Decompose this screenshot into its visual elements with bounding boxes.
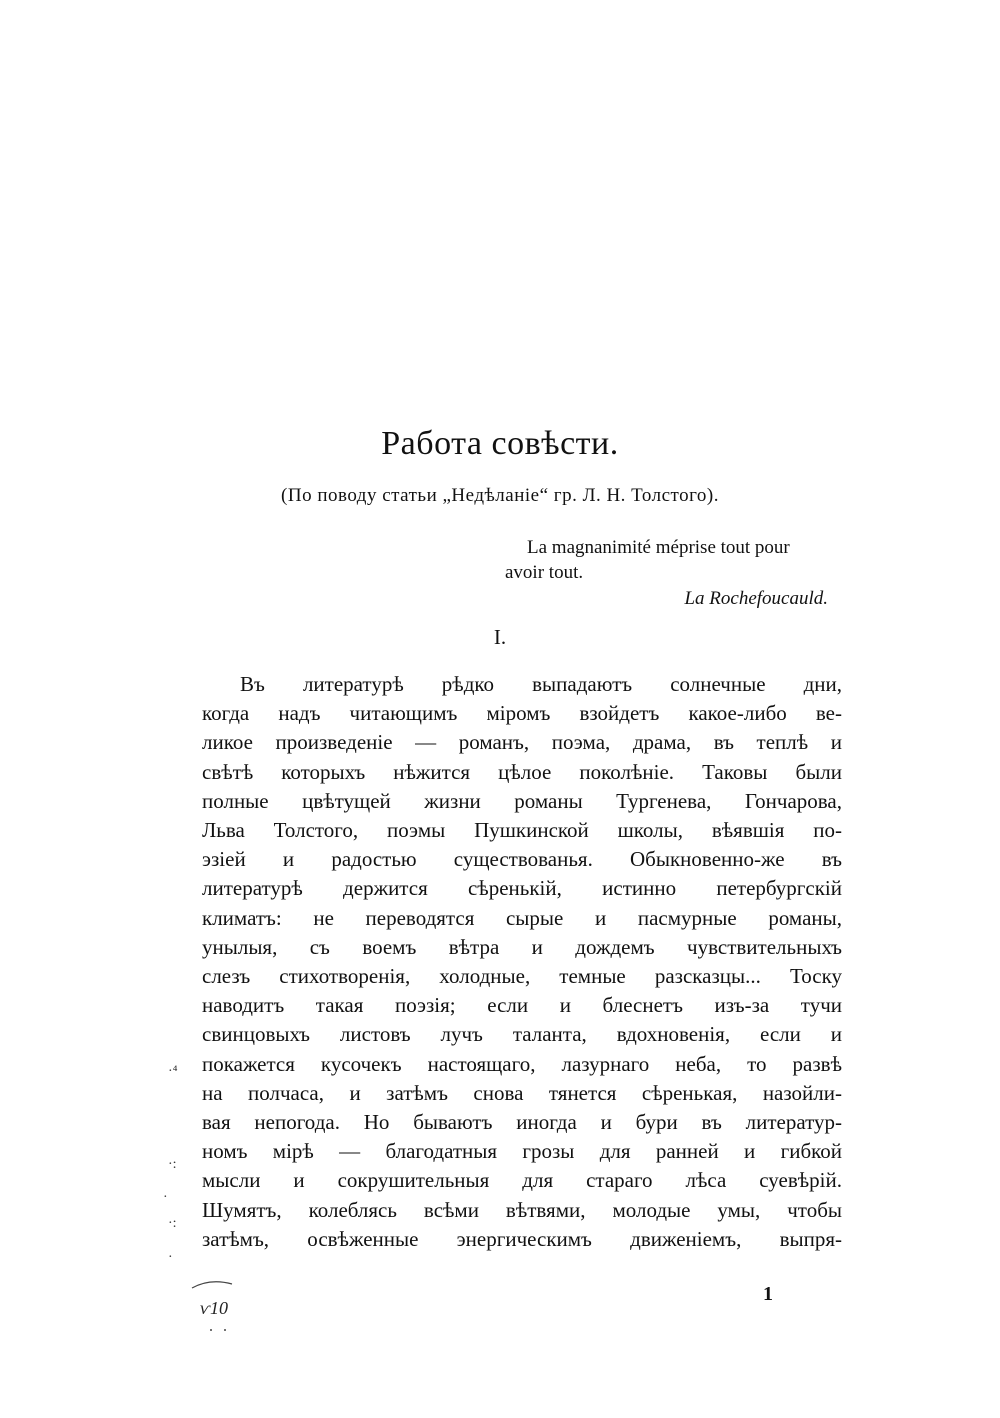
body-line: слезъ стихотворенія, холодные, темные разсказцы... Тоску: [202, 964, 842, 989]
body-line: унылыя, съ воемъ вѣтра и дождемъ чувствительныхъ: [202, 934, 842, 959]
body-line: свѣтѣ которыхъ нѣжится цѣлое поколѣніе. Таковы были: [202, 759, 842, 784]
margin-mark: ·⁴: [168, 1064, 178, 1079]
body-text: [202, 670, 842, 1254]
body-line: когда надъ читающимъ міромъ взойдетъ какое-либо ве-: [202, 701, 842, 726]
body-line: литературѣ держится сѣренькій, истинно петербургскій: [202, 876, 842, 901]
margin-mark: ·:: [168, 1216, 177, 1231]
body-line: мысли и сокрушительныя для стараго лѣса суевѣрій.: [202, 1168, 842, 1193]
article-subtitle: (По поводу статьи „Недѣланіе“ гр. Л. Н. Толстого).: [281, 485, 719, 506]
body-line: покажется кусочекъ настоящаго, лазурнаго неба, то развѣ: [202, 1051, 842, 1076]
body-line: наводитъ такая поэзія; если и блеснетъ изъ-за тучи: [202, 993, 842, 1018]
handwritten-note: ѵ10: [200, 1298, 228, 1318]
body-line: свинцовыхъ листовъ лучъ таланта, вдохновенія, если и: [202, 1022, 842, 1047]
section-number: I.: [493, 625, 507, 649]
body-line: Льва Толстого, поэмы Пушкинской школы, вѣявшія по-: [202, 818, 842, 843]
epigraph-text-line-2: avoir tout.: [505, 562, 584, 583]
body-line: климатъ: не переводятся сырые и пасмурные романы,: [202, 905, 842, 930]
epigraph-text-line-1: La magnanimité méprise tout pour: [527, 537, 790, 558]
margin-mark: ·: [168, 1250, 173, 1265]
page-number: 1: [763, 1283, 773, 1305]
body-line: номъ мірѣ — благодатныя грозы для ранней и гибкой: [202, 1139, 842, 1164]
epigraph: [505, 535, 850, 611]
body-line: ликое произведеніе — романъ, поэма, драма, въ теплѣ и: [202, 730, 842, 755]
body-line: полные цвѣтущей жизни романы Тургенева, Гончарова,: [202, 788, 842, 813]
body-line: Шумятъ, колеблясь всѣми вѣтвями, молодые умы, чтобы: [202, 1197, 842, 1222]
margin-mark: ·:: [168, 1157, 177, 1172]
margin-mark: ·: [163, 1190, 168, 1205]
epigraph-author: La Rochefoucauld.: [684, 588, 828, 609]
body-line: вая непогода. Но бываютъ иногда и бури въ литератур-: [202, 1110, 842, 1135]
body-line: на полчаса, и затѣмъ снова тянется сѣренькая, назойли-: [202, 1080, 842, 1105]
body-line: Въ литературѣ рѣдко выпадаютъ солнечные дни,: [240, 672, 842, 696]
article-title: Работа совѣсти.: [381, 425, 619, 462]
body-line: эзіей и радостью существованья. Обыкновенно-же въ: [202, 847, 842, 872]
body-line: затѣмъ, освѣженные энергическимъ движеніемъ, выпря-: [202, 1226, 842, 1251]
